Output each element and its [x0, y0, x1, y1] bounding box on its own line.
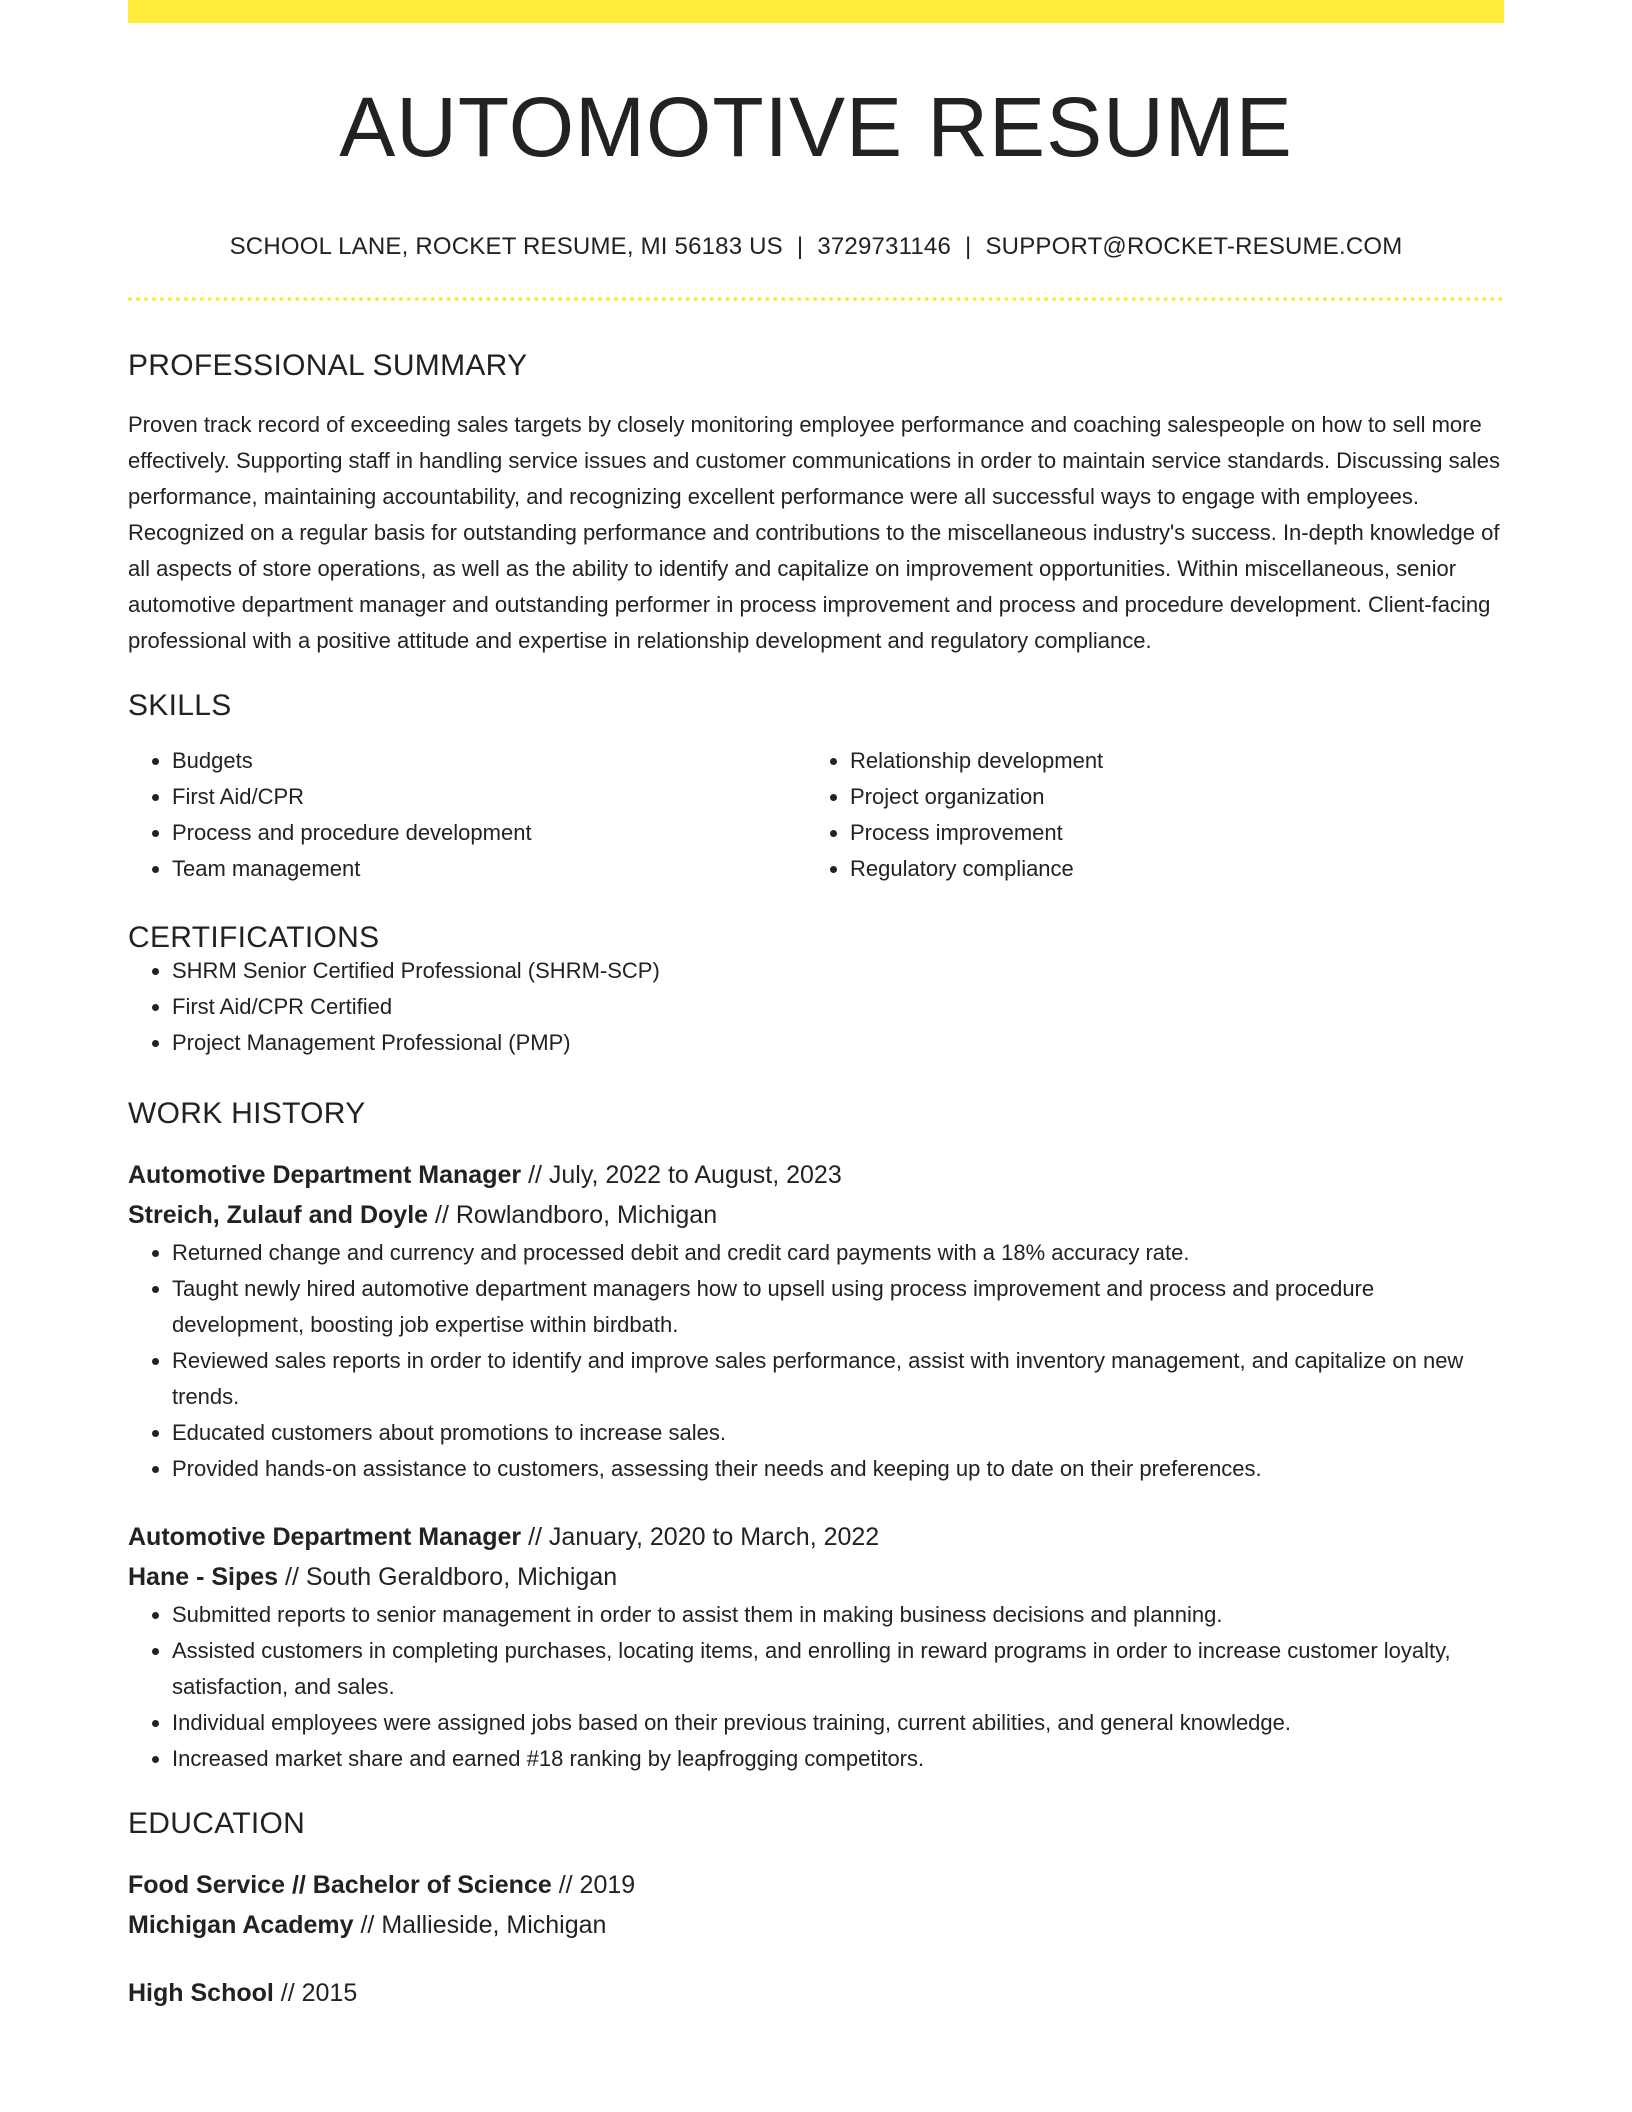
contact-phone: 3729731146 [817, 233, 952, 260]
job-bullet: • Reviewed sales reports in order to identify and improve sales performance, assist with inventory management, and capitalize on new trends. [172, 1343, 1504, 1415]
job-bullet: • Provided hands-on assistance to customers, assessing their needs and keeping up to date on their preferences. [172, 1451, 1504, 1487]
job-title-line [128, 1155, 1504, 1195]
job-bullet: • Returned change and currency and processed debit and credit card payments with a 18% accuracy rate. [172, 1235, 1504, 1271]
job-company: Streich, Zulauf and Doyle [128, 1201, 429, 1229]
job-bullets [128, 1235, 1504, 1487]
skill-item: • Relationship development [850, 743, 1484, 779]
certifications-heading: CERTIFICATIONS [128, 921, 380, 954]
job-location: // South Geraldboro, Michigan [278, 1563, 618, 1591]
education-entry [128, 1865, 1504, 1945]
education-degree-line [128, 1865, 1504, 1905]
contact-separator: | [796, 233, 804, 260]
education-degree: High School [128, 1979, 274, 2007]
job-company: Hane - Sipes [128, 1563, 279, 1591]
education-school: Michigan Academy [128, 1911, 354, 1939]
skill-item: • Budgets [172, 743, 806, 779]
job-bullet: • Individual employees were assigned jobs based on their previous training, current abilities, and general knowledge. [172, 1705, 1504, 1741]
job-bullet: • Submitted reports to senior management in order to assist them in making business decisions and planning. [172, 1597, 1504, 1633]
job-dates: // January, 2020 to March, 2022 [521, 1523, 880, 1551]
skills-heading: SKILLS [128, 689, 232, 722]
resume-page [128, 0, 1504, 2013]
work-history-heading: WORK HISTORY [128, 1097, 366, 1130]
education-location: // Mallieside, Michigan [353, 1911, 607, 1939]
skill-item: • Process and procedure development [172, 815, 806, 851]
job-location: // Rowlandboro, Michigan [428, 1201, 718, 1229]
skill-item: • Process improvement [850, 815, 1484, 851]
job-bullet: • Educated customers about promotions to increase sales. [172, 1415, 1504, 1451]
skill-item: • Team management [172, 851, 806, 887]
education-year: // 2015 [273, 1979, 358, 2007]
certification-item: • SHRM Senior Certified Professional (SHRM-SCP) [172, 953, 1504, 989]
job-title-line [128, 1517, 1504, 1557]
job-dates: // July, 2022 to August, 2023 [521, 1161, 842, 1189]
skills-left-column [128, 743, 806, 887]
contact-email: SUPPORT@ROCKET-RESUME.COM [985, 233, 1403, 260]
dotted-divider [128, 297, 1504, 301]
education-degree: Food Service // Bachelor of Science [128, 1871, 552, 1899]
contact-line [128, 235, 1504, 259]
skill-item: • First Aid/CPR [172, 779, 806, 815]
summary-text: Proven track record of exceeding sales targets by closely monitoring employee performance and coaching salespeople on how to sell more effectively. Supporting staff in handling service issues and customer communications in order to maintain service standards. Discussing sales performance, maintaining accountability, and recognizing excellent performance were all successful ways to engage with employees. Recognized on a regular basis for outstanding performance and contributions to the miscellaneous industry's success. In-depth knowledge of all aspects of store operations, as well as the ability to identify and capitalize on improvement opportunities. Within miscellaneous, senior automotive department manager and outstanding performer in process improvement and process and procedure development. Client-facing professional with a positive attitude and expertise in relationship development and regulatory compliance. [128, 412, 1501, 653]
job-bullet: • Assisted customers in completing purchases, locating items, and enrolling in reward programs in order to increase customer loyalty, satisfaction, and sales. [172, 1633, 1504, 1705]
education-degree-line [128, 1973, 1504, 2013]
page-title: AUTOMOTIVE RESUME [339, 80, 1293, 174]
skill-item: • Project organization [850, 779, 1484, 815]
job-bullet: • Increased market share and earned #18 ranking by leapfrogging competitors. [172, 1741, 1504, 1777]
certification-item: • First Aid/CPR Certified [172, 989, 1504, 1025]
contact-separator: | [965, 233, 972, 260]
certifications-list [128, 953, 1504, 1061]
skills-right-column [806, 743, 1484, 887]
contact-address: SCHOOL LANE, ROCKET RESUME, MI 56183 US [229, 233, 783, 260]
job-entry [128, 1155, 1504, 1487]
certification-item: • Project Management Professional (PMP) [172, 1025, 1504, 1061]
education-school-line [128, 1905, 1504, 1945]
education-entry [128, 1973, 1504, 2013]
job-company-line [128, 1195, 1504, 1235]
accent-top-bar [128, 0, 1504, 23]
education-year: // 2019 [551, 1871, 636, 1899]
job-entry [128, 1517, 1504, 1777]
job-title: Automotive Department Manager [128, 1523, 522, 1551]
job-company-line [128, 1557, 1504, 1597]
summary-heading: PROFESSIONAL SUMMARY [128, 349, 528, 382]
skill-item: • Regulatory compliance [850, 851, 1484, 887]
skills-grid [128, 743, 1504, 887]
job-bullets [128, 1597, 1504, 1777]
job-bullet: • Taught newly hired automotive department managers how to upsell using process improvement and process and procedure development, boosting job expertise within birdbath. [172, 1271, 1504, 1343]
job-title: Automotive Department Manager [128, 1161, 522, 1189]
education-heading: EDUCATION [128, 1807, 306, 1840]
